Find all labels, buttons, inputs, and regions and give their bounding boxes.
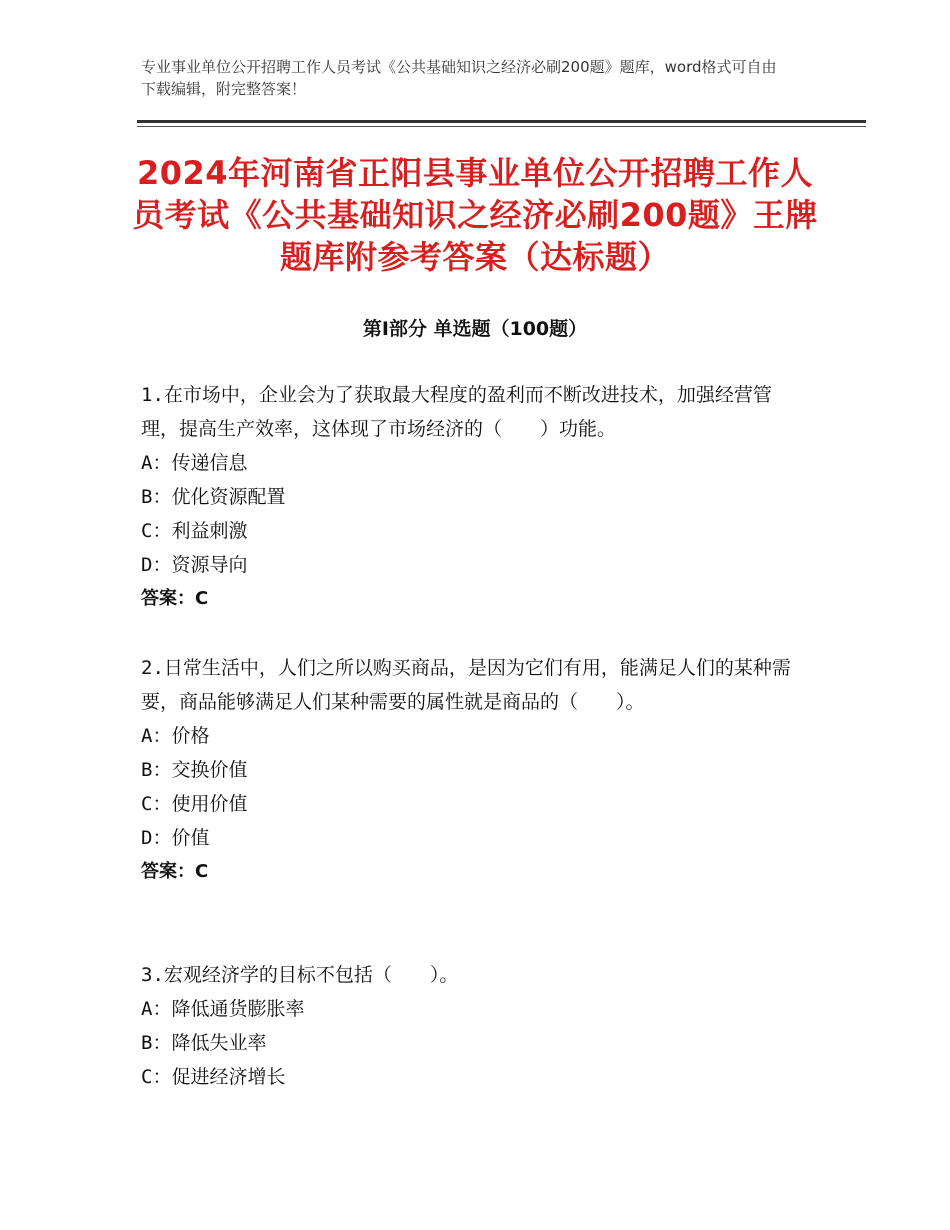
option-d: D：价值 <box>141 827 210 849</box>
option-c: C：使用价值 <box>141 793 248 815</box>
question-stem: 2.日常生活中，人们之所以购买商品，是因为它们有用，能满足人们的某种需要，商品能够满足人们某种需要的属性就是商品的（ ）。 <box>141 657 791 713</box>
option-b: B：优化资源配置 <box>141 486 286 508</box>
option-a: A：价格 <box>141 725 210 747</box>
header-divider-thin <box>137 126 866 127</box>
question-stem: 3.宏观经济学的目标不包括（ ）。 <box>141 964 459 986</box>
question-1 <box>141 378 801 616</box>
question-stem: 1.在市场中，企业会为了获取最大程度的盈利而不断改进技术，加强经营管理，提高生产效率，这体现了市场经济的（ ）功能。 <box>141 384 772 440</box>
question-3 <box>141 958 801 1094</box>
option-c: C：促进经济增长 <box>141 1066 286 1088</box>
answer: 答案：C <box>141 588 209 609</box>
option-d: D：资源导向 <box>141 554 248 576</box>
option-c: C：利益刺激 <box>141 520 248 542</box>
answer: 答案：C <box>141 861 209 882</box>
option-b: B：降低失业率 <box>141 1032 267 1054</box>
header-divider <box>137 120 866 123</box>
document-title: 2024年河南省正阳县事业单位公开招聘工作人员考试《公共基础知识之经济必刷200题》王牌题库附参考答案（达标题） <box>132 154 818 276</box>
header-note: 专业事业单位公开招聘工作人员考试《公共基础知识之经济必刷200题》题库，word格式可自由下载编辑，附完整答案！ <box>141 58 777 98</box>
option-b: B：交换价值 <box>141 759 248 781</box>
option-a: A：降低通货膨胀率 <box>141 998 305 1020</box>
section-title: 第Ⅰ部分 单选题（100题） <box>362 318 588 340</box>
option-a: A：传递信息 <box>141 452 248 474</box>
question-2 <box>141 651 801 889</box>
